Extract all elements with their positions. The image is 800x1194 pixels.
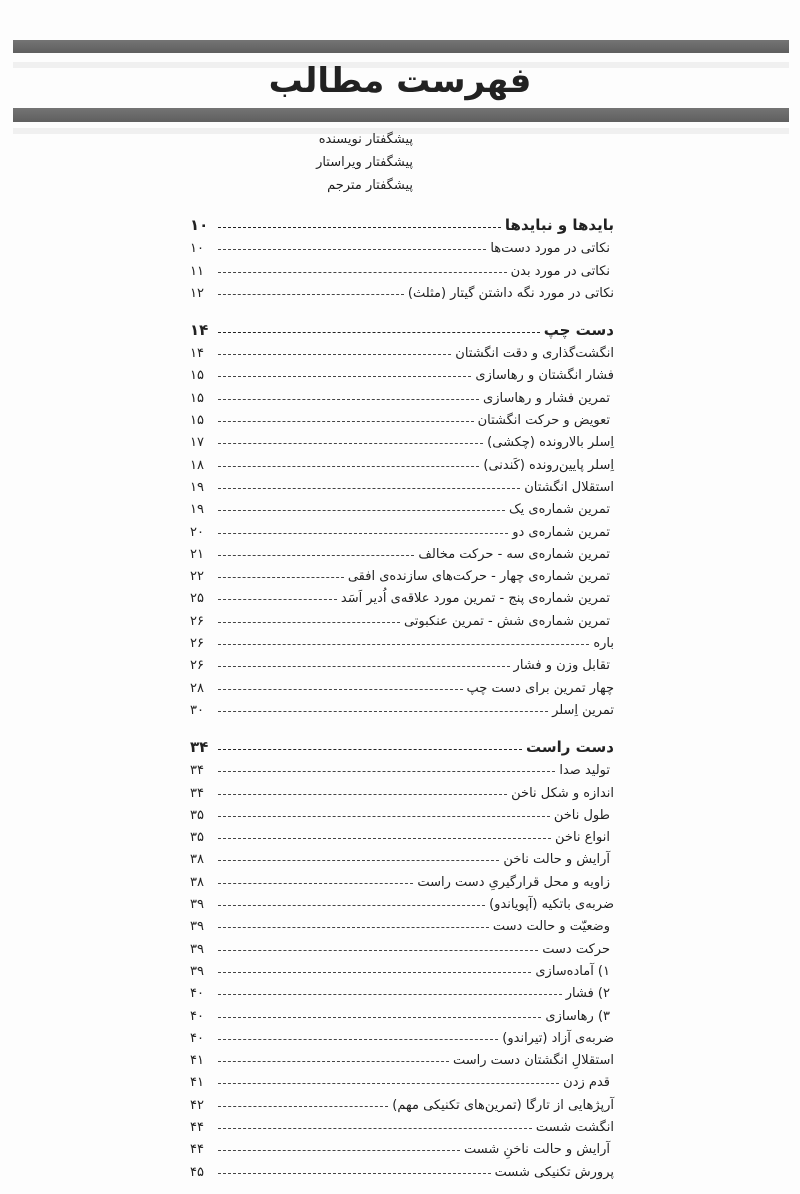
page-number: ۱۸ [190, 457, 204, 473]
dot-leader [218, 533, 508, 534]
dot-leader [218, 555, 414, 556]
page-number: ۱۴ [190, 320, 209, 339]
toc-section-heading[interactable] [190, 315, 614, 339]
toc-entry[interactable] [190, 890, 614, 912]
title-rule-top [13, 40, 789, 53]
toc-entry-label: تمرین شماره‌ی پنج - تمرین مورد علاقه‌ی اُدیر اَسَد [340, 591, 610, 607]
toc-section [190, 210, 614, 301]
dot-leader [218, 644, 589, 645]
toc-entry-label: چهار تمرین برای دست چپ [466, 680, 614, 696]
page-number: ۲۸ [190, 680, 204, 696]
page-number: ۲۶ [190, 658, 204, 674]
dot-leader [218, 771, 555, 772]
toc-entry-label: ۱) آماده‌سازی [535, 963, 610, 979]
toc-entry-label: ۳) رهاسازی [545, 1008, 610, 1024]
toc-entry[interactable] [190, 629, 614, 651]
toc-entry-label: دست راست [526, 737, 614, 756]
toc-entry[interactable] [190, 562, 614, 584]
toc-entry-label: تمرین شماره‌ی چهار - حرکت‌های سازنده‌ی افقی [347, 569, 610, 585]
toc-entry-label: انگشت شست [535, 1119, 614, 1135]
dot-leader [218, 994, 562, 995]
dot-leader [218, 294, 404, 295]
page-number: ۲۶ [190, 636, 204, 652]
page-number: ۴۱ [190, 1075, 204, 1091]
page-number: ۱۷ [190, 435, 204, 451]
page-number: ۳۸ [190, 874, 204, 890]
toc-entry[interactable] [190, 957, 614, 979]
page-number: ۱۵ [190, 413, 204, 429]
page-number: ۳۹ [190, 963, 204, 979]
toc-entry[interactable] [190, 1068, 614, 1090]
toc-entry-label: تمرین شماره‌ی سه - حرکت مخالف [418, 546, 610, 562]
toc-entry-label: نکاتی در مورد بدن [510, 263, 610, 279]
page-number: ۳۵ [190, 807, 204, 823]
page-number: ۳۹ [190, 941, 204, 957]
page-number: ۱۱ [190, 263, 204, 279]
toc-entry[interactable] [190, 339, 614, 361]
toc-entry-label: اِسلر بالارونده (چکشی) [487, 435, 614, 451]
preface-list [316, 128, 413, 197]
dot-leader [218, 1017, 541, 1018]
dot-leader [218, 950, 538, 951]
table-of-contents [190, 210, 614, 1194]
toc-entry-label: تقابل وزن و فشار [513, 658, 610, 674]
toc-entry-label: بایدها و نبایدها [504, 216, 614, 234]
toc-entry[interactable] [190, 1157, 614, 1179]
dot-leader [218, 227, 501, 228]
toc-entry-label: آرپژهایی از تارگا (تمرین‌های تکنیکی مهم) [392, 1097, 614, 1113]
toc-entry[interactable] [190, 823, 614, 845]
toc-entry-label: باره [593, 636, 614, 652]
page-number: ۳۴ [190, 785, 204, 801]
toc-entry-label: دست چپ [543, 320, 614, 339]
page-number: ۳۵ [190, 830, 204, 846]
toc-entry[interactable] [190, 696, 614, 718]
dot-leader [218, 1061, 449, 1062]
toc-entry-label: تمرین فشار و رهاسازی [483, 390, 610, 406]
page-number: ۲۵ [190, 591, 204, 607]
toc-entry[interactable] [190, 1001, 614, 1023]
toc-entry-label: پرورش تکنیکی شست [494, 1164, 614, 1180]
page-number: ۳۴ [190, 763, 204, 779]
dot-leader [218, 838, 551, 839]
page-title: فهرست مطالب [268, 61, 532, 101]
toc-entry-label: تمرین شماره‌ی دو [512, 524, 610, 540]
dot-leader [218, 711, 548, 712]
toc-entry[interactable] [190, 934, 614, 956]
toc-entry[interactable] [190, 778, 614, 800]
page-number: ۳۰ [190, 702, 204, 718]
toc-entry[interactable] [190, 912, 614, 934]
toc-entry[interactable] [190, 584, 614, 606]
dot-leader [218, 905, 485, 906]
dot-leader [218, 794, 507, 795]
toc-entry[interactable] [190, 383, 614, 405]
page-number: ۱۹ [190, 479, 204, 495]
toc-entry[interactable] [190, 1135, 614, 1157]
toc-section [190, 315, 614, 718]
toc-entry[interactable] [190, 450, 614, 472]
dot-leader [218, 1128, 532, 1129]
dot-leader [218, 376, 471, 377]
dot-leader [218, 883, 413, 884]
toc-entry-label: اِسلر پایین‌رونده (کَندنی) [483, 457, 614, 473]
page-number: ۴۰ [190, 1008, 204, 1024]
dot-leader [218, 1150, 460, 1151]
dot-leader [218, 927, 489, 928]
dot-leader [218, 1039, 498, 1040]
page-number: ۳۴ [190, 737, 209, 756]
page-number: ۱۰ [190, 216, 209, 234]
page-number: ۱۴ [190, 346, 204, 362]
page-number: ۴۴ [190, 1142, 204, 1158]
dot-leader [218, 443, 483, 444]
page-number: ۳۹ [190, 919, 204, 935]
toc-entry-label: استقلالِ انگشتان دست راست [452, 1053, 614, 1069]
toc-entry[interactable] [190, 1113, 614, 1135]
toc-entry-label: نکاتی در مورد دست‌ها [490, 241, 610, 257]
page-number: ۱۵ [190, 368, 204, 384]
dot-leader [218, 599, 337, 600]
toc-section [190, 732, 614, 1180]
dot-leader [218, 421, 474, 422]
toc-entry-label: ضربه‌ی آزاد (تیراندو) [502, 1030, 614, 1046]
toc-entry-label: انواع ناخن [555, 830, 610, 846]
page-number: ۱۰ [190, 241, 204, 257]
toc-entry[interactable] [190, 673, 614, 695]
dot-leader [218, 249, 486, 250]
toc-entry-label: طول ناخن [553, 807, 610, 823]
toc-entry-label: تمرین شماره‌ی شش - تمرین عنکبوتی [403, 613, 610, 629]
toc-entry-label: قدم زدن [563, 1075, 610, 1091]
toc-entry[interactable] [190, 473, 614, 495]
dot-leader [218, 860, 499, 861]
dot-leader [218, 1173, 491, 1174]
toc-entry-label: تعویض و حرکت انگشتان [477, 413, 610, 429]
dot-leader [218, 972, 531, 973]
page-number: ۴۲ [190, 1097, 204, 1113]
toc-entry-label: انگشت‌گذاری و دقت انگشتان [455, 346, 614, 362]
toc-entry-label: آرایش و حالت ناخن [503, 852, 610, 868]
toc-section-heading[interactable] [190, 210, 614, 234]
toc-entry[interactable] [190, 867, 614, 889]
dot-leader [218, 749, 522, 750]
page-number: ۴۱ [190, 1053, 204, 1069]
preface-translator[interactable]: پیشگفتار مترجم [327, 178, 413, 193]
dot-leader [218, 666, 510, 667]
page-number: ۴۴ [190, 1119, 204, 1135]
toc-entry[interactable] [190, 606, 614, 628]
dot-leader [218, 816, 550, 817]
dot-leader [218, 1106, 388, 1107]
title-rule-bottom [13, 108, 789, 122]
page-number: ۲۱ [190, 546, 204, 562]
dot-leader [218, 510, 505, 511]
page-number: ۳۸ [190, 852, 204, 868]
page-number: ۱۲ [190, 285, 204, 301]
dot-leader [218, 399, 479, 400]
dot-leader [218, 577, 344, 578]
toc-entry[interactable] [190, 234, 614, 256]
toc-entry[interactable] [190, 1024, 614, 1046]
preface-editor[interactable]: پیشگفتار ویراستار [316, 155, 413, 170]
toc-entry[interactable] [190, 845, 614, 867]
dot-leader [218, 332, 540, 333]
toc-entry[interactable] [190, 428, 614, 450]
page-number: ۲۲ [190, 569, 204, 585]
page-number: ۴۵ [190, 1164, 204, 1180]
page-number: ۲۶ [190, 613, 204, 629]
dot-leader [218, 622, 400, 623]
toc-entry[interactable] [190, 517, 614, 539]
toc-entry-label: اندازه و شکل ناخن [511, 785, 614, 801]
toc-entry-label: ۲) فشار [565, 986, 610, 1002]
page-number: ۳۹ [190, 897, 204, 913]
toc-entry-label: استقلال انگشتان [524, 479, 614, 495]
toc-entry[interactable] [190, 801, 614, 823]
page-number: ۱۵ [190, 390, 204, 406]
toc-entry[interactable] [190, 651, 614, 673]
toc-entry-label: حرکت دست [542, 941, 610, 957]
toc-entry-label: زاویه و محل قرارگیریِ دست راست [417, 874, 610, 890]
toc-entry[interactable] [190, 1046, 614, 1068]
toc-entry-label: ضربه‌ی باتکیه (آپویاندو) [489, 897, 614, 913]
toc-entry[interactable] [190, 495, 614, 517]
page-number: ۴۰ [190, 986, 204, 1002]
toc-entry-label: تمرین اِسلر [552, 702, 614, 718]
toc-entry[interactable] [190, 406, 614, 428]
page-number: ۱۹ [190, 502, 204, 518]
toc-entry[interactable] [190, 279, 614, 301]
toc-entry[interactable] [190, 1090, 614, 1112]
dot-leader [218, 466, 479, 467]
toc-entry[interactable] [190, 979, 614, 1001]
toc-entry[interactable] [190, 540, 614, 562]
preface-author[interactable]: پیشگفتار نویسنده [318, 132, 413, 147]
toc-entry-label: وضعیّت و حالت دست [492, 919, 610, 935]
page-number: ۲۰ [190, 524, 204, 540]
toc-entry-label: تولید صدا [559, 763, 610, 779]
toc-entry[interactable] [190, 361, 614, 383]
dot-leader [218, 488, 520, 489]
dot-leader [218, 354, 451, 355]
toc-entry[interactable] [190, 756, 614, 778]
toc-entry-label: تمرین شماره‌ی یک [509, 502, 610, 518]
toc-entry-label: نکاتی در مورد نگه داشتن گیتار (مثلث) [407, 285, 614, 301]
dot-leader [218, 689, 463, 690]
dot-leader [218, 272, 507, 273]
dot-leader [218, 1083, 559, 1084]
toc-entry-label: آرایش و حالت ناخنِ شست [464, 1142, 610, 1158]
page-number: ۴۰ [190, 1030, 204, 1046]
toc-entry[interactable] [190, 256, 614, 278]
toc-section-heading[interactable] [190, 732, 614, 756]
toc-entry-label: فشار انگشتان و رهاسازی [475, 368, 614, 384]
